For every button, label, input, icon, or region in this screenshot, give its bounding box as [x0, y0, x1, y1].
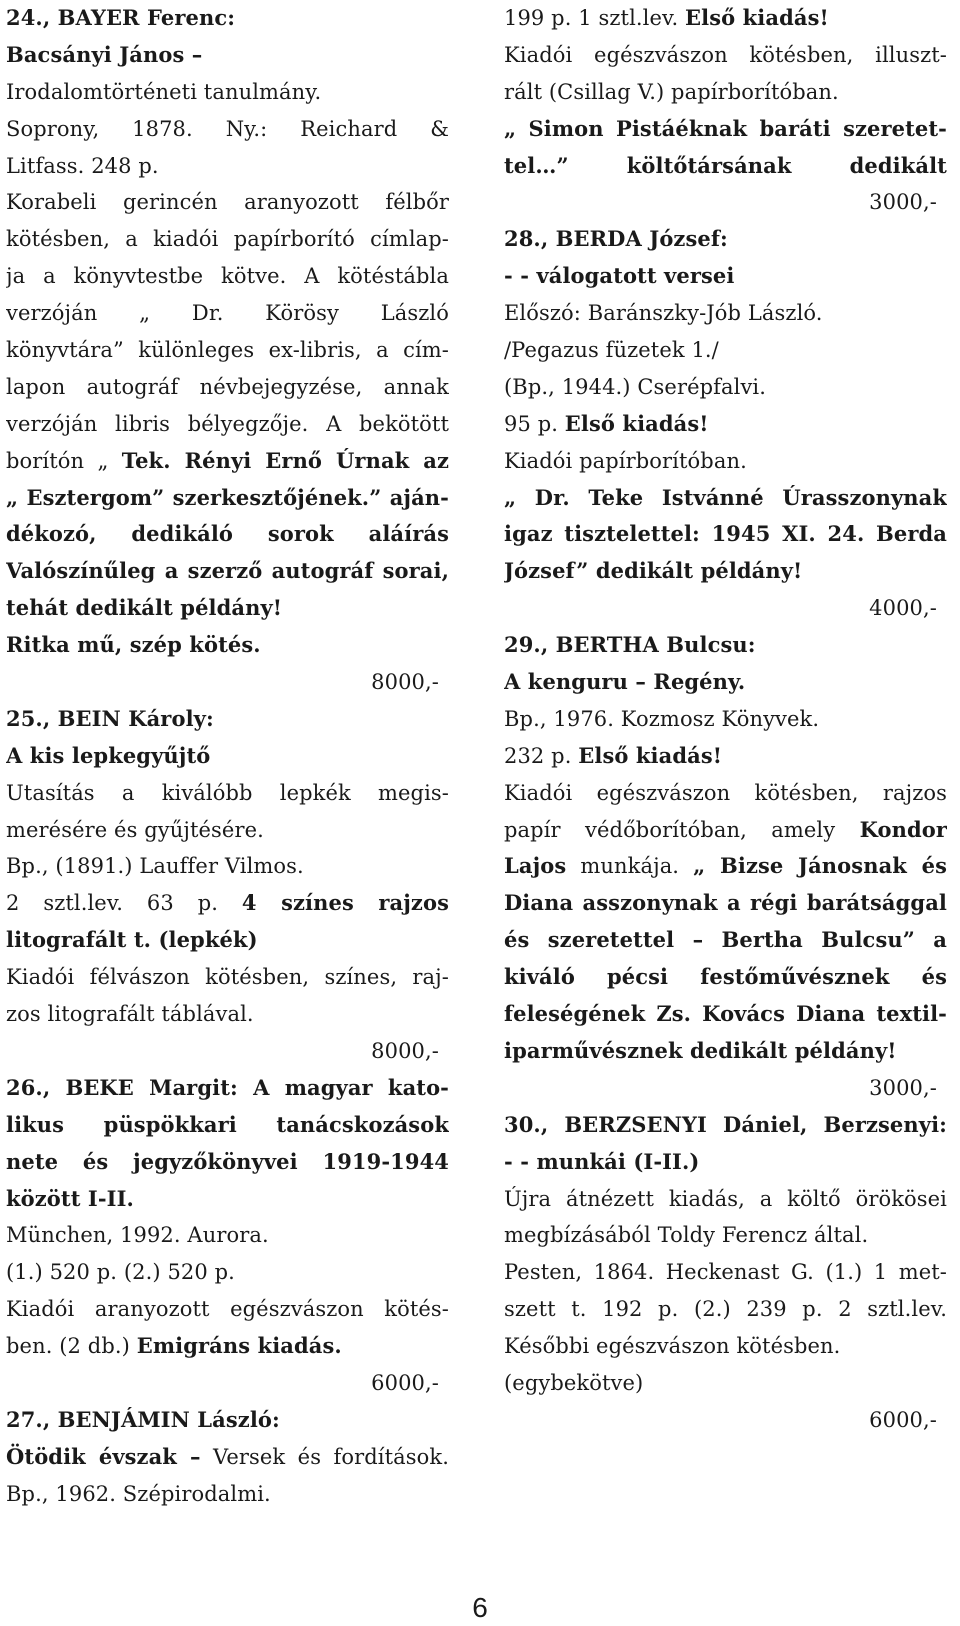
text: 6000,-: [371, 1370, 439, 1395]
text: Előszó: Baránszky-Jób László.: [504, 301, 823, 326]
bold-text: és szeretettel – Bertha Bulcsu” a: [504, 927, 947, 953]
catalog-line: [6, 553, 449, 590]
text: merésére és gyűjtésére.: [6, 817, 264, 842]
catalog-line: [6, 1070, 449, 1107]
catalog-line: [504, 848, 947, 885]
text: 4000,-: [869, 596, 937, 621]
catalog-line: [6, 406, 449, 443]
price: [504, 590, 947, 627]
bold-text: Diana asszonynak a régi barátsággal: [504, 890, 947, 916]
catalog-line: [6, 258, 449, 295]
text: /Pegazus füzetek 1./: [504, 338, 719, 363]
catalog-line: [6, 1476, 449, 1513]
catalog-line: [6, 922, 449, 959]
catalog-line: [6, 1291, 449, 1328]
text: Utasítás a kiválóbb lepkék megis-: [6, 780, 449, 805]
catalog-line: [504, 885, 947, 922]
catalog-line: [504, 1365, 947, 1402]
bold-text: feleségének Zs. Kovács Diana textil-: [504, 1001, 947, 1027]
page-number: 6: [472, 1592, 488, 1623]
catalog-line: [504, 812, 947, 849]
bold-text: - - válogatott versei: [504, 263, 735, 289]
catalog-line: [6, 184, 449, 221]
catalog-column-left: [6, 0, 449, 1513]
catalog-line: [6, 1439, 449, 1476]
catalog-line: [504, 1217, 947, 1254]
catalog-line: [504, 369, 947, 406]
bold-text: Első kiadás!: [564, 410, 709, 436]
text: 3000,-: [869, 1075, 937, 1100]
catalog-line: [6, 959, 449, 996]
bold-text: 30., BERZSENYI Dániel, Berzsenyi:: [504, 1111, 947, 1137]
catalog-line: [504, 1291, 947, 1328]
catalog-line: [6, 111, 449, 148]
bold-text: „ Esztergom” szerkesztőjének.” aján-: [6, 484, 449, 510]
bold-text: Első kiadás!: [685, 5, 829, 30]
text: Soprony, 1878. Ny.: Reichard &: [6, 116, 449, 141]
catalog-line: [6, 812, 449, 849]
price: [504, 184, 947, 221]
text: Irodalomtörténeti tanulmány.: [6, 79, 322, 104]
text: (Bp., 1944.) Cserépfalvi.: [504, 374, 767, 399]
catalog-line: [6, 590, 449, 627]
text: Kiadói egészvászon kötésben, rajzos: [504, 780, 947, 805]
bold-text: 4 színes rajzos: [241, 890, 449, 916]
catalog-line: [504, 74, 947, 111]
catalog-line: [6, 1217, 449, 1254]
text: Litfass. 248 p.: [6, 153, 159, 178]
bold-text: tel…” költőtársának dedikált: [504, 152, 947, 178]
bold-text: „ Dr. Teke Istvánné Úrasszonynak: [504, 484, 947, 510]
catalog-line: [504, 516, 947, 553]
catalog-line: [504, 664, 947, 701]
catalog-line: [6, 885, 449, 922]
catalog-line: [504, 0, 947, 37]
text: szett t. 192 p. (2.) 239 p. 2 sztl.lev.: [504, 1297, 947, 1322]
price: [6, 664, 449, 701]
text: Korabeli gerincén aranyozott félbőr: [6, 190, 449, 215]
text: 3000,-: [869, 190, 937, 215]
text: papír védőborítóban, amely: [504, 817, 860, 842]
catalog-line: [6, 848, 449, 885]
bold-text: 27., BENJÁMIN László:: [6, 1406, 280, 1432]
catalog-line: [6, 627, 449, 664]
catalog-line: [504, 1144, 947, 1181]
catalog-line: [6, 74, 449, 111]
catalog-line: [504, 1328, 947, 1365]
text: 199 p. 1 sztl.lev.: [504, 6, 686, 30]
text: Későbbi egészvászon kötésben.: [504, 1334, 841, 1359]
text: (egybekötve): [504, 1370, 644, 1395]
text: ben. (2 db.): [6, 1334, 137, 1359]
text: Versek és fordítások.: [200, 1444, 449, 1469]
text: Pesten, 1864. Heckenast G. (1.) 1 met-: [504, 1260, 947, 1285]
catalog-line: [504, 996, 947, 1033]
catalog-line: [6, 516, 449, 553]
bold-text: tehát dedikált példány!: [6, 595, 283, 621]
text: (1.) 520 p. (2.) 520 p.: [6, 1260, 235, 1285]
text: munkája.: [566, 854, 694, 879]
catalog-line: [504, 775, 947, 812]
catalog-line: [6, 480, 449, 517]
text: zos litografált táblával.: [6, 1002, 254, 1027]
bold-text: 28., BERDA József:: [504, 226, 728, 252]
bold-text: A kenguru – Regény.: [504, 669, 746, 695]
catalog-line: [6, 775, 449, 812]
catalog-line: [504, 738, 947, 775]
catalog-line: [504, 111, 947, 148]
catalog-line: [504, 1033, 947, 1070]
catalog-line: [504, 332, 947, 369]
text: Bp., 1962. Szépirodalmi.: [6, 1481, 271, 1506]
text: verzóján „ Dr. Körösy László: [6, 301, 449, 326]
price: [504, 1402, 947, 1439]
bold-text: Bacsányi János –: [6, 41, 203, 67]
price: [504, 1070, 947, 1107]
catalog-line: [504, 443, 947, 480]
catalog-line: [504, 1254, 947, 1291]
text: Kiadói aranyozott egészvászon kötés-: [6, 1297, 449, 1322]
catalog-line: [504, 627, 947, 664]
catalog-line: [504, 148, 947, 185]
bold-text: Tek. Rényi Ernő Úrnak az: [121, 447, 449, 473]
bold-text: Kondor: [859, 816, 947, 842]
text: megbízásából Toldy Ferencz által.: [504, 1223, 869, 1248]
price: [6, 1033, 449, 1070]
bold-text: Lajos: [504, 853, 567, 879]
catalog-line: [6, 443, 449, 480]
text: 95 p.: [504, 411, 565, 436]
bold-text: litografált t. (lepkék): [6, 927, 258, 953]
catalog-line: [6, 0, 449, 37]
price: [6, 1365, 449, 1402]
text: Bp., (1891.) Lauffer Vilmos.: [6, 854, 304, 879]
catalog-line: [6, 1144, 449, 1181]
text: könyvtára” különleges ex-libris, a cím-: [6, 338, 449, 363]
text: 6000,-: [869, 1407, 937, 1432]
text: 8000,-: [371, 1038, 439, 1063]
bold-text: - - munkái (I-II.): [504, 1148, 700, 1174]
catalog-line: [6, 1254, 449, 1291]
bold-text: között I-II.: [6, 1185, 134, 1211]
catalog-line: [504, 480, 947, 517]
bold-text: 25., BEIN Károly:: [6, 705, 214, 731]
catalog-line: [6, 1328, 449, 1365]
catalog-line: [6, 996, 449, 1033]
text: ja a könyvtestbe kötve. A kötéstábla: [6, 264, 449, 289]
catalog-line: [504, 406, 947, 443]
catalog-line: [6, 701, 449, 738]
text: lapon autográf névbejegyzése, annak: [6, 374, 449, 399]
catalog-line: [504, 1107, 947, 1144]
text: rált (Csillag V.) papírborítóban.: [504, 79, 839, 104]
catalog-line: [6, 369, 449, 406]
text: Újra átnézett kiadás, a költő örökösei: [504, 1186, 947, 1211]
text: 8000,-: [371, 670, 439, 695]
catalog-line: [6, 221, 449, 258]
catalog-line: [504, 922, 947, 959]
bold-text: Ötödik évszak –: [6, 1443, 201, 1469]
catalog-line: [6, 1107, 449, 1144]
catalog-line: [504, 701, 947, 738]
catalog-line: [504, 553, 947, 590]
text: Kiadói papírborítóban.: [504, 448, 747, 473]
catalog-line: [6, 148, 449, 185]
catalog-line: [6, 37, 449, 74]
catalog-line: [6, 738, 449, 775]
bold-text: Első kiadás!: [578, 742, 723, 768]
bold-text: „ Simon Pistáéknak baráti szeretet-: [504, 115, 947, 141]
bold-text: likus püspökkari tanácskozások: [6, 1111, 449, 1137]
catalog-line: [6, 295, 449, 332]
text: 2 sztl.lev. 63 p.: [6, 891, 242, 916]
bold-text: Ritka mű, szép kötés.: [6, 632, 261, 658]
catalog-line: [504, 37, 947, 74]
text: Kiadói félvászon kötésben, színes, raj-: [6, 965, 449, 990]
catalog-column-right: [504, 0, 947, 1439]
catalog-line: [504, 258, 947, 295]
text: 232 p.: [504, 743, 579, 768]
catalog-line: [504, 221, 947, 258]
bold-text: „ Bizse Jánosnak és: [693, 853, 947, 879]
catalog-line: [6, 1181, 449, 1218]
bold-text: Emigráns kiadás.: [136, 1333, 342, 1359]
bold-text: József” dedikált példány!: [504, 558, 803, 584]
bold-text: A kis lepkegyűjtő: [6, 742, 211, 768]
catalog-line: [504, 1181, 947, 1218]
catalog-line: [504, 959, 947, 996]
bold-text: kiváló pécsi festőművésznek és: [504, 964, 947, 990]
bold-text: dékozó, dedikáló sorok aláírás: [6, 521, 449, 547]
catalog-line: [6, 332, 449, 369]
text: Kiadói egészvászon kötésben, illuszt-: [504, 42, 947, 67]
bold-text: iparművésznek dedikált példány!: [504, 1037, 897, 1063]
bold-text: nete és jegyzőkönyvei 1919-1944: [6, 1148, 449, 1174]
bold-text: 29., BERTHA Bulcsu:: [504, 632, 756, 658]
bold-text: 26., BEKE Margit: A magyar kato-: [6, 1074, 449, 1100]
catalog-line: [504, 295, 947, 332]
text: borítón „: [6, 448, 122, 473]
text: kötésben, a kiadói papírborító címlap-: [6, 227, 449, 252]
text: München, 1992. Aurora.: [6, 1223, 269, 1248]
bold-text: Valószínűleg a szerző autográf sorai,: [6, 558, 449, 584]
catalog-line: [6, 1402, 449, 1439]
bold-text: 24., BAYER Ferenc:: [6, 5, 236, 30]
bold-text: igaz tisztelettel: 1945 XI. 24. Berda: [504, 521, 947, 547]
text: Bp., 1976. Kozmosz Könyvek.: [504, 706, 820, 731]
text: verzóján libris bélyegzője. A bekötött: [6, 411, 449, 436]
